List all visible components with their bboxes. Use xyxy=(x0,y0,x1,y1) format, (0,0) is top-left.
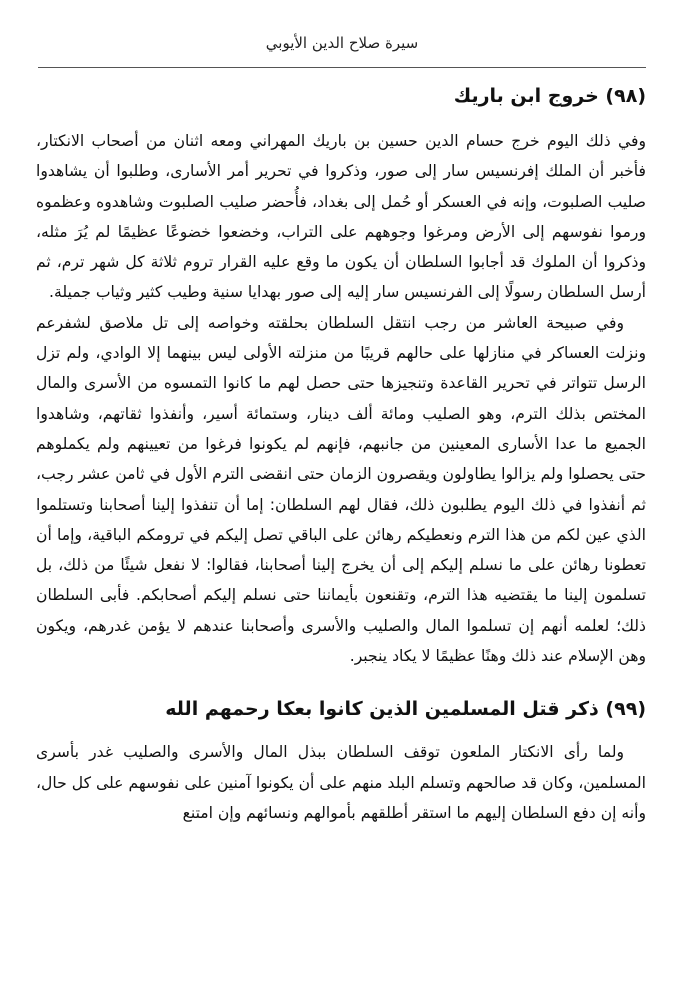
section-heading: (٩٨) خروج ابن باريك xyxy=(453,85,646,107)
paragraph: وفي صبيحة العاشر من رجب انتقل السلطان بحلقته وخواصه إلى تل ملاصق لشفرعم ونزلت العساكر في منازلها على حالهم قريبًا من منزلته الأولى ليس بينهما إلا الوادي، ولم تزل الرسل تتواتر في تحرير القاعدة وتنجيزها حتى حصل لهم ما كانوا التمسوه من الأسرى والمال المختص بذلك الترم، وهو الصليب ومائة ألف دينار، وستمائة أسير، وأنفذوا ثقاتهم، وشاهدوا الجميع ما عدا الأسارى المعينين من جانبهم، فإنهم لم يكونوا فرغوا من تعيينهم ولم يكملوهم حتى يحصلوا ولم يزالوا يطاولون ويقصرون الزمان حتى انقضى الترم الأول في ثامن عشر رجب، ثم أنفذوا في ذلك اليوم يطلبون ذلك، فقال لهم السلطان: إما أن تنفذوا إلينا أصحابنا وتستلموا الذي عين لكم من هذا الترم ونعطيكم رهائن على الباقي تصل إليكم في ترومكم الباقية، وإما أن تعطونا رهائن على ما نسلم إليكم إلى أن يخرج إلينا أصحابنا، فقالوا: لا نفعل شيئًا من ذلك، بل تسلمون إلينا ما يقتضيه هذا الترم، وتقنعون بأيماننا حتى نسلم إليكم أصحابكم. فأبى السلطان ذلك؛ لعلمه أنهم إن تسلموا المال والصليب والأسرى وأصحابنا عندهم لا يؤمن غدرهم، ويكون وهن الإسلام عند ذلك وهنًا عظيمًا لا يكاد ينجبر. xyxy=(36,313,646,666)
paragraph: وفي ذلك اليوم خرج حسام الدين حسين بن باريك المهراني ومعه اثنان من أصحاب الانكتار، فأخبر أن الملك إفرنسيس سار إلى صور، وذكروا في تحرير أمر الأسارى، وطلبوا أن يشاهدوا صليب الصلبوت، وإنه في العسكر أو حُمل إلى بغداد، فأُحضر صليب الصلبوت وشاهدوه وعظموه ورموا نفوسهم إلى الأرض ومرغوا وجوههم على التراب، وخضعوا خضوعًا عظيمًا لم يُرَ مثله، وذكروا أن الملوك قد أجابوا السلطان أن يكون ما وقع عليه القرار تروم ثلاثة كل شهر ترم، ثم أرسل السلطان رسولًا إلى الفرنسيس سار إليه إلى صور بهدايا سنية وطيب كثير وثياب جميلة. xyxy=(36,132,646,302)
running-header: سيرة صلاح الدين الأيوبي xyxy=(265,34,419,52)
paragraph: ولما رأى الانكتار الملعون توقف السلطان ببذل المال والأسرى والصليب غدر بأسرى المسلمين، وكان قد صالحهم وتسلم البلد منهم على أن يكونوا آمنين على نفوسهم على كل حال، وأنه إن دفع السلطان إليهم ما استقر أطلقهم بأموالهم ونسائهم وإن امتنع xyxy=(36,743,646,822)
section-98 xyxy=(36,78,646,671)
page-content xyxy=(36,78,646,828)
section-heading: (٩٩) ذكر قتل المسلمين الذين كانوا بعكا رحمهم الله xyxy=(165,698,646,721)
header-rule xyxy=(38,67,646,68)
section-99 xyxy=(36,691,646,828)
